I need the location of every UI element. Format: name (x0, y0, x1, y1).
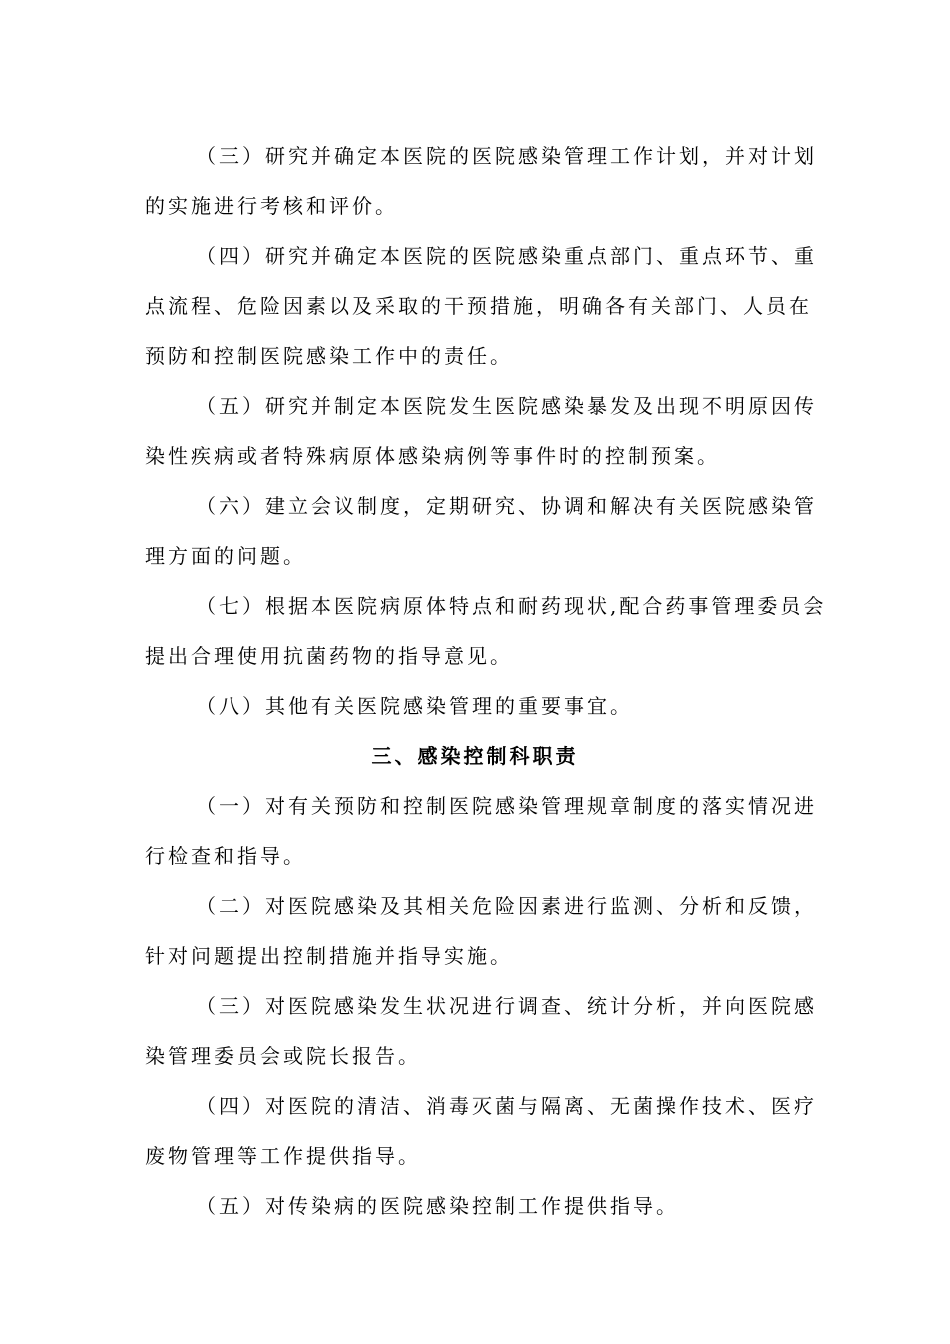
paragraph-antibiotics (145, 581, 827, 681)
paragraph-inspection (145, 781, 817, 881)
paragraph-infectious-disease (145, 1181, 805, 1231)
paragraph-line: 理方面的问题。 (145, 544, 306, 568)
paragraph-line: 针对问题提出控制措施并指导实施。 (145, 944, 513, 968)
section-heading: 三、感染控制科职责 (371, 744, 579, 768)
paragraph-line: 染性疾病或者特殊病原体感染病例等事件时的控制预案。 (145, 444, 720, 468)
document-page (145, 131, 827, 1231)
paragraph-line: （四）研究并确定本医院的医院感染重点部门、重点环节、重 (196, 244, 817, 268)
paragraph-line: （五）对传染病的医院感染控制工作提供指导。 (196, 1194, 679, 1218)
paragraph-line: （八）其他有关医院感染管理的重要事宜。 (196, 694, 633, 718)
paragraph-line: （三）研究并确定本医院的医院感染管理工作计划，并对计划 (196, 144, 817, 168)
paragraph-line: 行检查和指导。 (145, 844, 306, 868)
paragraph-line: （一）对有关预防和控制医院感染管理规章制度的落实情况进 (196, 794, 817, 818)
paragraph-line: （六）建立会议制度，定期研究、协调和解决有关医院感染管 (196, 494, 817, 518)
paragraph-line: 染管理委员会或院长报告。 (145, 1044, 421, 1068)
paragraph-line: （四）对医院的清洁、消毒灭菌与隔离、无菌操作技术、医疗 (196, 1094, 817, 1118)
paragraph-outbreak-plan (145, 381, 817, 481)
paragraph-line: 预防和控制医院感染工作中的责任。 (145, 344, 513, 368)
paragraph-line: 废物管理等工作提供指导。 (145, 1144, 421, 1168)
paragraph-monitoring (145, 881, 817, 981)
paragraph-line: 提出合理使用抗菌药物的指导意见。 (145, 644, 513, 668)
paragraph-line: （七）根据本医院病原体特点和耐药现状,配合药事管理委员会 (196, 594, 827, 618)
paragraph-disinfection (145, 1081, 817, 1181)
paragraph-line: （二）对医院感染及其相关危险因素进行监测、分析和反馈， (196, 894, 817, 918)
paragraph-plan (145, 131, 817, 231)
paragraph-line: （三）对医院感染发生状况进行调查、统计分析，并向医院感 (196, 994, 817, 1018)
paragraph-key-departments (145, 231, 817, 381)
paragraph-other-matters (145, 681, 805, 731)
paragraph-meeting-system (145, 481, 817, 581)
paragraph-line: 点流程、危险因素以及采取的干预措施，明确各有关部门、人员在 (145, 294, 812, 318)
paragraph-line: 的实施进行考核和评价。 (145, 194, 398, 218)
paragraph-investigation (145, 981, 817, 1081)
paragraph-line: （五）研究并制定本医院发生医院感染暴发及出现不明原因传 (196, 394, 817, 418)
